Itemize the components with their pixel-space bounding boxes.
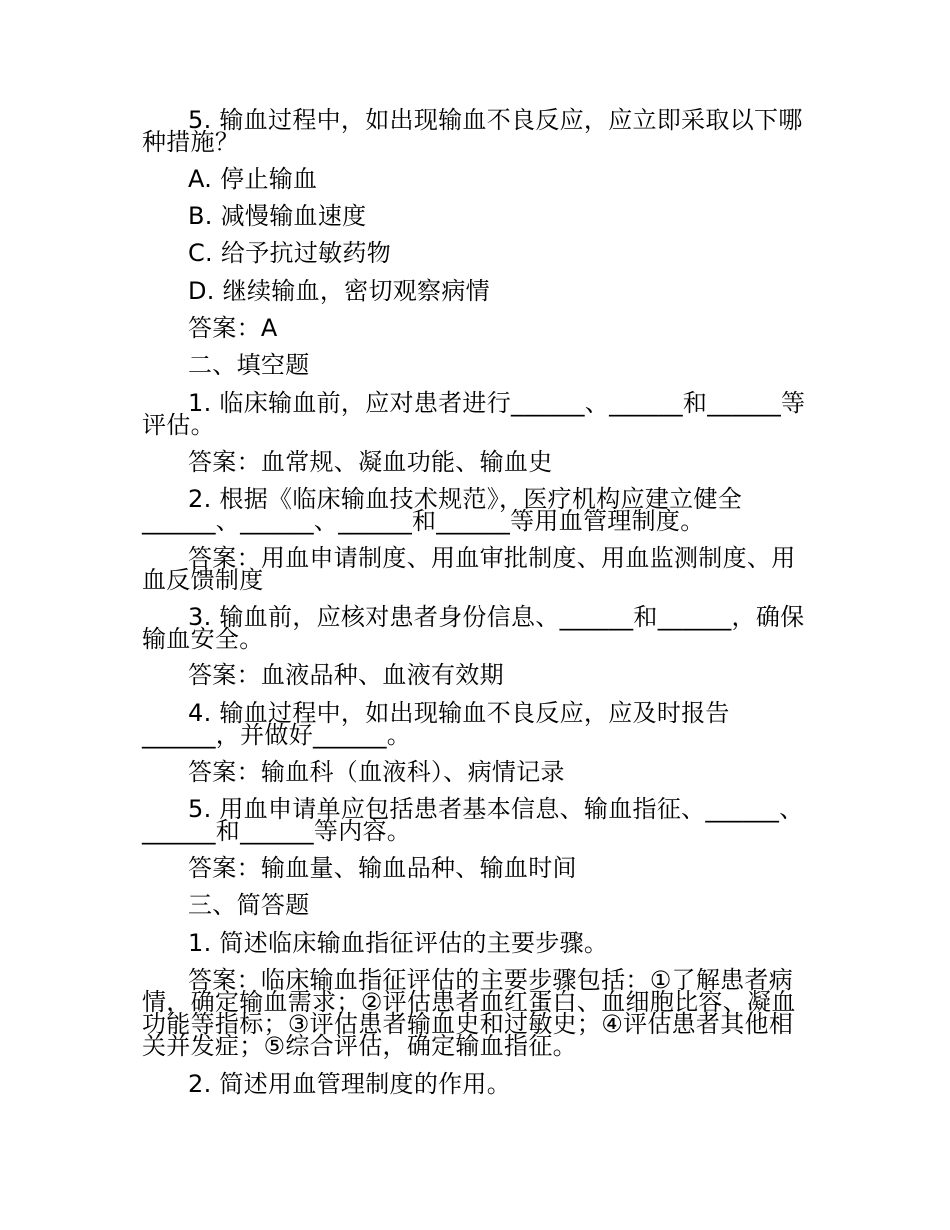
short-question-2: 2. 简述用血管理制度的作用。 [188,1070,512,1098]
answer-fill-2: 答案：用血申请制度、用血审批制度、用血监测制度、用血反馈制度 [142,544,796,594]
short-question-1: 1. 简述临床输血指征评估的主要步骤。 [188,929,609,957]
answer-fill-5: 答案：输血量、输血品种、输血时间 [188,854,577,882]
answer-fill-3: 答案：血液品种、血液有效期 [188,661,504,689]
option-b: B. 减慢输血速度 [188,202,367,230]
answer-q5: 答案：A [188,314,278,342]
section-heading-short-answer: 三、简答题 [188,891,310,919]
question-5-text: 5. 输血过程中，如出现输血不良反应，应立即采取以下哪种措施？ [142,106,803,156]
answer-fill-4: 答案：输血科（血液科）、病情记录 [188,758,565,786]
fill-question-3: 3. 输血前，应核对患者身份信息、______和______，确保输血安全。 [142,603,805,653]
option-c: C. 给予抗过敏药物 [188,239,392,267]
answer-short-1: 答案：临床输血指征评估的主要步骤包括：①了解患者病情，确定输血需求；②评估患者血红蛋白、血细胞比容、凝血功能等指标；③评估患者输血史和过敏史；④评估患者其他相关并发症；⑤综合评估，确定输血指征。 [142,966,796,1060]
fill-question-5: 5. 用血申请单应包括患者基本信息、输血指征、______、______和______等内容。 [142,795,804,845]
fill-question-2: 2. 根据《临床输血技术规范》，医疗机构应建立健全______、______、______和______等用血管理制度。 [142,485,743,535]
answer-fill-1: 答案：血常规、凝血功能、输血史 [188,448,553,476]
fill-question-4: 4. 输血过程中，如出现输血不良反应，应及时报告______，并做好______。 [142,699,730,749]
option-d: D. 继续输血，密切观察病情 [188,277,490,305]
section-heading-fill-in: 二、填空题 [188,351,310,379]
option-a: A. 停止输血 [188,165,318,193]
fill-question-1: 1. 临床输血前，应对患者进行______、______和______等评估。 [142,389,806,439]
